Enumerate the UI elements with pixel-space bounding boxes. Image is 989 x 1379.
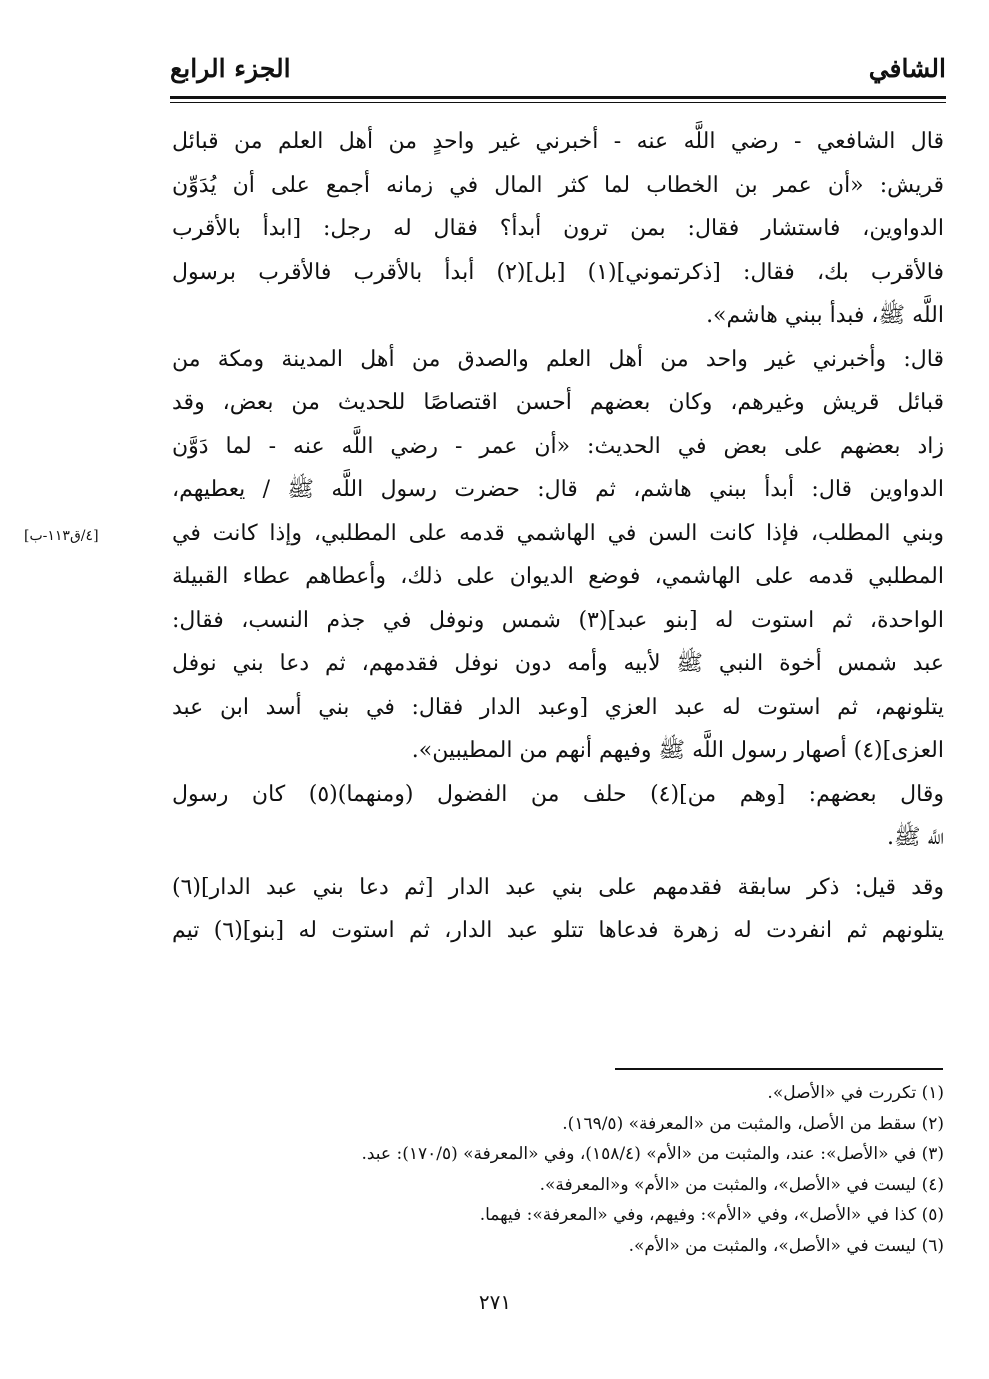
footnote: (١) تكررت في «الأصل». (767, 1083, 944, 1103)
manuscript-folio-note: [٤/ق١١٣-ب] (24, 528, 99, 544)
header-rule-thin (170, 102, 946, 103)
text-line: فالأقرب بك، فقال: [ذكرتموني](١) [بل](٢) أبدأ بالأقرب فالأقرب برسول (172, 259, 944, 285)
text-line: وبني المطلب، فإذا كانت السن في الهاشمي قدمه على المطلبي، وإذا كانت في (172, 520, 944, 546)
text-line: قال الشافعي - رضي اللَّه عنه - أخبرني غير واحدٍ من أهل العلم من قبائل (172, 129, 944, 154)
text-line: وقد قيل: ذكر سابقة فقدمهم على بني عبد الدار [ثم دعا بني عبد الدار](٦) (172, 874, 944, 900)
text-line: يتلونهم ثم انفردت له زهرة فدعاها تتلو عبد الدار، ثم استوت له [بنو](٦) تيم (172, 918, 944, 943)
text-line: اللَّه ﷺ، فبدأ ببني هاشم». (706, 303, 944, 328)
footnote: (٢) سقط من الأصل، والمثبت من «المعرفة» (١٦٩/٥). (562, 1113, 944, 1134)
page-number: ٢٧١ (478, 1290, 512, 1314)
text-line: زاد بعضهم على بعض في الحديث: «أن عمر - رضي اللَّه عنه - لما دَوَّن (172, 433, 944, 459)
footnote: (٦) ليست في «الأصل»، والمثبت من «الأم». (628, 1235, 944, 1256)
text-line: الدواوين، فاستشار فقال: بمن ترون أبدأ؟ فقال له رجل: [ابدأ بالأقرب (172, 216, 944, 241)
footnote: (٤) ليست في «الأصل»، والمثبت من «الأم» و«المعرفة». (539, 1174, 944, 1195)
book-title: الشافي (868, 54, 946, 83)
text-line: يتلونهم، ثم استوت له عبد العزي [وعبد الدار فقال: في بني أسد ابن عبد (172, 694, 944, 720)
text-line: الدواوين قال: أبدأ ببني هاشم، ثم قال: حضرت رسول اللَّه ﷺ / يعطيهم، (172, 477, 944, 502)
text-line: وقال بعضهم: [وهم من](٤) حلف من الفضول (ومنهما)(٥) كان رسول (172, 781, 944, 807)
text-line: قبائل قريش وغيرهم، وكان بعضهم أحسن اقتصاصًا للحديث من بعض، وقد (172, 390, 944, 415)
text-line: المطلبي قدمه على الهاشمي، فوضع الديوان على ذلك، وأعطاهم عطاء القبيلة (172, 564, 944, 589)
header-rule-thick (170, 96, 946, 99)
text-line: عبد شمس أخوة النبي ﷺ لأبيه وأمه دون نوفل فقدمهم، ثم دعا بني نوفل (172, 651, 944, 676)
volume-title: الجزء الرابع (170, 54, 291, 83)
footnote-separator (615, 1068, 943, 1070)
footnote: (٥) كذا في «الأصل»، وفي «الأم»: وفيهم، وفي «المعرفة»: فيهما. (479, 1205, 944, 1225)
text-line: قال: وأخبرني غير واحد من أهل العلم والصدق من أهل المدينة ومكة من (172, 346, 944, 372)
text-line: العزى](٤) أصهار رسول اللَّه ﷺ وفيهم أنهم من المطيبين». (411, 738, 944, 763)
footnotes (172, 1078, 944, 1261)
footnote: (٣) في «الأصل»: عند، والمثبت من «الأم» (١٥٨/٤)، وفي «المعرفة» (١٧٠/٥): عبد. (361, 1144, 944, 1164)
main-text (172, 120, 944, 953)
text-line: قريش: «أن عمر بن الخطاب لما كثر المال في زمانه أجمع على أن يُدَوِّن (172, 172, 944, 198)
text-line: اللَّه ﷺ. (887, 825, 944, 850)
text-line: الواحدة، ثم استوت له [بنو عبد](٣) شمس ونوفل في جذم النسب، فقال: (172, 607, 944, 633)
page-header (170, 54, 946, 94)
